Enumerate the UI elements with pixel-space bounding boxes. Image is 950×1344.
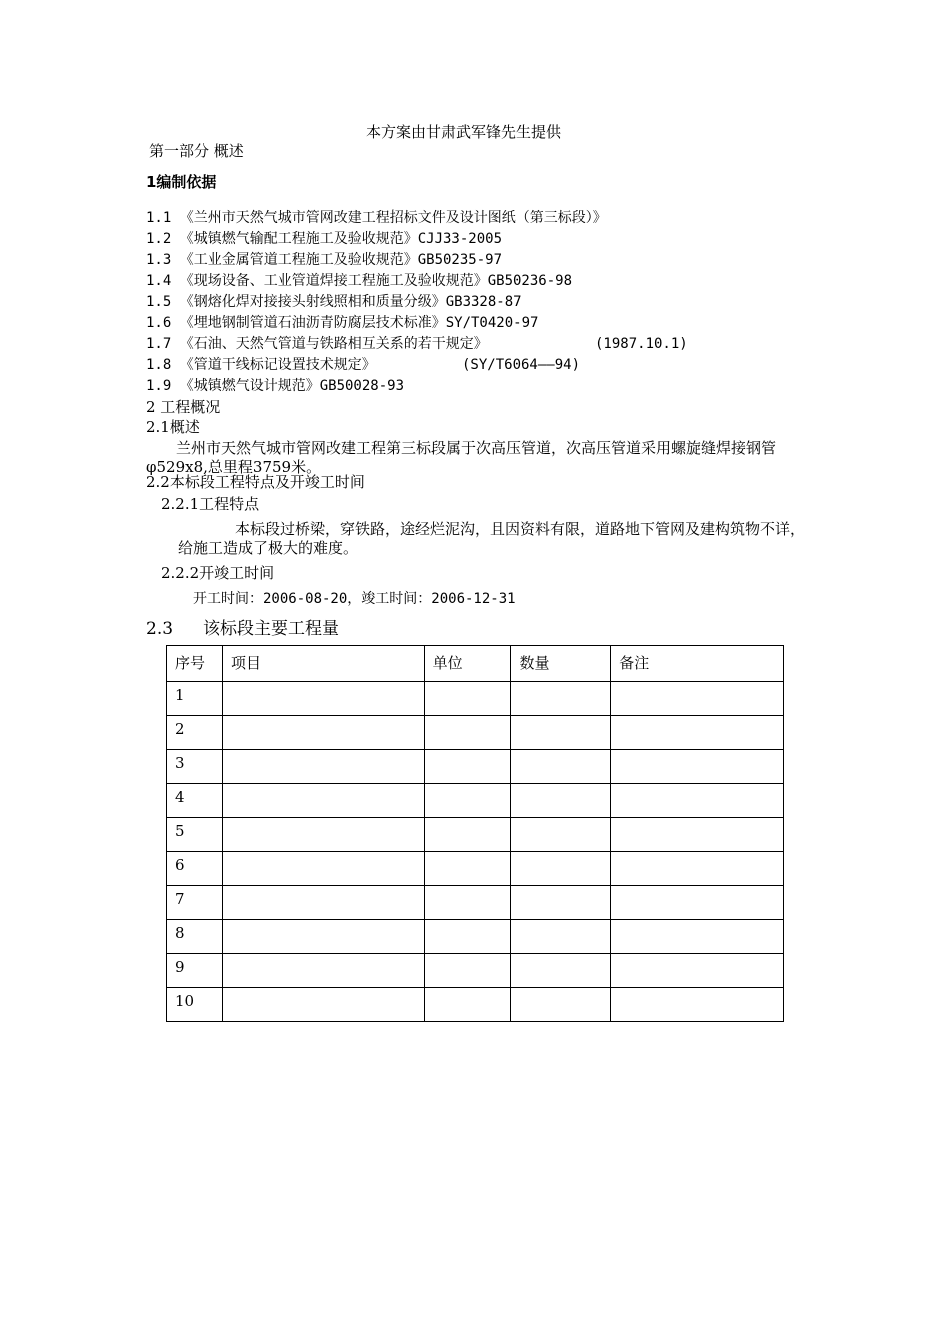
table-cell	[611, 886, 784, 920]
table-cell	[611, 818, 784, 852]
reference-item: 1.9 《城镇燃气设计规范》GB50028-93	[146, 378, 405, 394]
table-cell	[511, 920, 611, 954]
table-cell	[511, 954, 611, 988]
section-2-2-2-text: 开工时间：2006-08-20，竣工时间：2006-12-31	[193, 591, 516, 607]
reference-item: 1.3 《工业金属管道工程施工及验收规范》GB50235-97	[146, 252, 503, 268]
table-row	[167, 988, 784, 1022]
reference-item: 1.7 《石油、天然气管道与铁路相互关系的若干规定》	[146, 336, 488, 352]
table-cell	[424, 682, 511, 716]
header-cell: 单位	[424, 646, 511, 682]
table-cell: 2	[167, 716, 223, 750]
table-cell	[611, 954, 784, 988]
table-cell	[611, 852, 784, 886]
header-cell: 备注	[611, 646, 784, 682]
table-cell: 3	[167, 750, 223, 784]
table-row	[167, 818, 784, 852]
section-2-3-number: 2.3	[146, 619, 174, 639]
header-cell: 项目	[222, 646, 424, 682]
table-header-row	[167, 646, 784, 682]
table-cell	[424, 920, 511, 954]
header-cell: 数量	[511, 646, 611, 682]
table-row	[167, 920, 784, 954]
table-row	[167, 886, 784, 920]
table-cell	[511, 886, 611, 920]
table-row	[167, 682, 784, 716]
table-cell	[424, 818, 511, 852]
table-cell	[611, 920, 784, 954]
table-cell	[511, 750, 611, 784]
table-cell: 10	[167, 988, 223, 1022]
table-cell	[511, 852, 611, 886]
section-2-2-1-heading: 2.2.1工程特点	[161, 495, 260, 513]
section-2-2-heading: 2.2本标段工程特点及开竣工时间	[146, 473, 365, 491]
table-row	[167, 784, 784, 818]
table-cell	[222, 920, 424, 954]
table-cell	[222, 818, 424, 852]
reference-date: (1987.10.1)	[595, 336, 688, 352]
table-cell	[511, 818, 611, 852]
table-cell	[222, 682, 424, 716]
table-cell	[511, 988, 611, 1022]
table-cell: 9	[167, 954, 223, 988]
table-cell	[424, 750, 511, 784]
table-cell	[222, 886, 424, 920]
document-title: 本方案由甘肃武军锋先生提供	[366, 123, 562, 141]
table-cell	[511, 716, 611, 750]
table-cell: 6	[167, 852, 223, 886]
table-cell: 8	[167, 920, 223, 954]
table-cell	[424, 852, 511, 886]
table-cell: 1	[167, 682, 223, 716]
section-2-2-2-heading: 2.2.2开竣工时间	[161, 564, 275, 582]
reference-item: 1.4 《现场设备、工业管道焊接工程施工及验收规范》GB50236-98	[146, 273, 573, 289]
table-cell	[611, 750, 784, 784]
table-row	[167, 716, 784, 750]
table-cell	[611, 988, 784, 1022]
quantity-table	[166, 645, 784, 1022]
table-cell	[611, 784, 784, 818]
table-cell	[424, 988, 511, 1022]
section-2-1-heading: 2.1概述	[146, 418, 200, 436]
reference-item: 1.5 《钢熔化焊对接接头射线照相和质量分级》GB3328-87	[146, 294, 522, 310]
table-cell: 4	[167, 784, 223, 818]
table-cell	[511, 784, 611, 818]
table-cell	[611, 682, 784, 716]
section-2-1-text: 兰州市天然气城市管网改建工程第三标段属于次高压管道，次高压管道采用螺旋缝焊接钢管 φ529x8,总里程3759米。	[146, 439, 777, 476]
table-cell	[611, 716, 784, 750]
table-cell	[511, 682, 611, 716]
table-cell	[222, 716, 424, 750]
section-2-heading: 2 工程概况	[146, 398, 221, 416]
table-cell: 5	[167, 818, 223, 852]
table-row	[167, 852, 784, 886]
section-2-2-1-text: 本标段过桥梁，穿铁路，途经烂泥沟，且因资料有限，道路地下管网及建构筑物不详，给施工造成了极大的难度。	[178, 520, 806, 557]
table-cell	[424, 886, 511, 920]
part-heading: 第一部分 概述	[149, 142, 244, 160]
reference-item: 1.1 《兰州市天然气城市管网改建工程招标文件及设计图纸（第三标段）》	[146, 210, 607, 226]
section-1-heading: 1编制依据	[146, 173, 217, 191]
table-cell	[222, 988, 424, 1022]
table-cell	[424, 954, 511, 988]
table-row	[167, 954, 784, 988]
reference-item: 1.2 《城镇燃气输配工程施工及验收规范》CJJ33-2005	[146, 231, 503, 247]
table-row	[167, 750, 784, 784]
reference-item: 1.8 《管道干线标记设置技术规定》	[146, 357, 376, 373]
reference-item: 1.6 《埋地钢制管道石油沥青防腐层技术标准》SY/T0420-97	[146, 315, 539, 331]
table-cell	[222, 852, 424, 886]
table-cell: 7	[167, 886, 223, 920]
table-cell	[222, 784, 424, 818]
reference-code: (SY/T6064——94)	[462, 357, 581, 373]
table-cell	[222, 750, 424, 784]
table-cell	[424, 784, 511, 818]
section-2-3-title: 该标段主要工程量	[203, 619, 339, 639]
table-cell	[424, 716, 511, 750]
header-cell: 序号	[167, 646, 223, 682]
table-cell	[222, 954, 424, 988]
